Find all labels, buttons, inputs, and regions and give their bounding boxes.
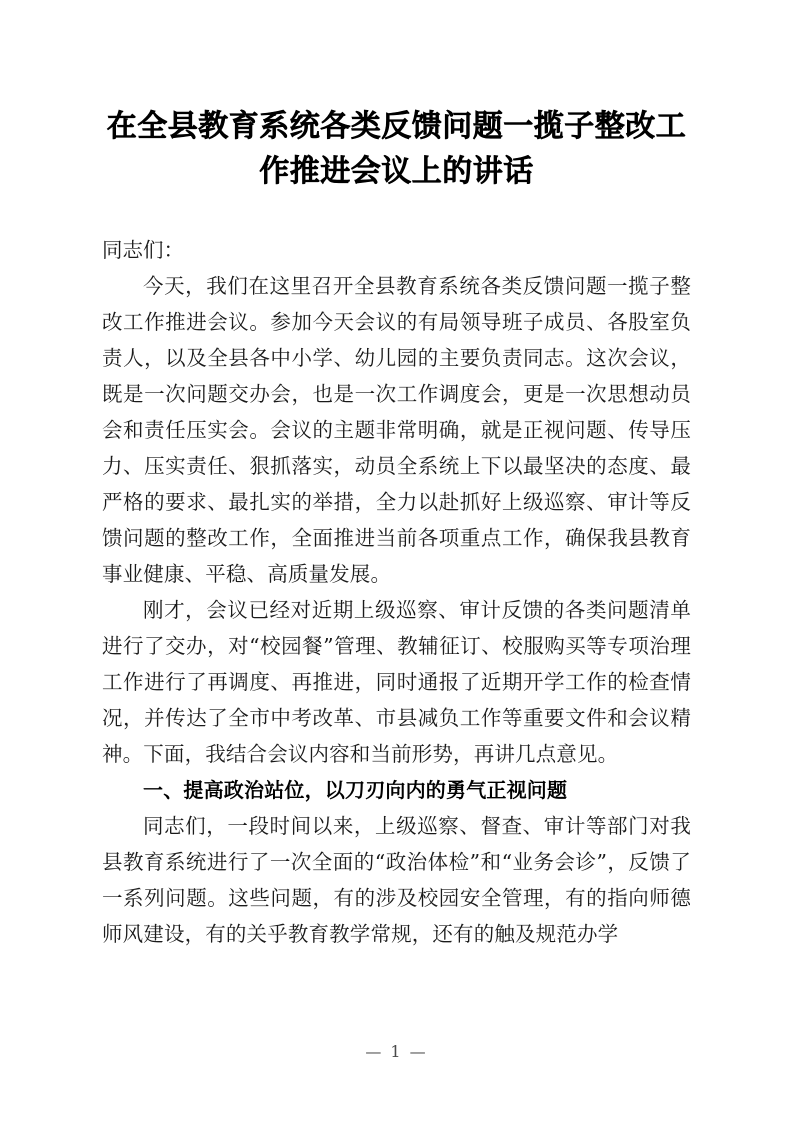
body-paragraph-1: 今天，我们在这里召开全县教育系统各类反馈问题一揽子整改工作推进会议。参加今天会议的有局领导班子成员、各股室负责人，以及全县各中小学、幼儿园的主要负责同志。这次会议，既是一次问题交办会，也是一次工作调度会，更是一次思想动员会和责任压实会。会议的主题非常明确，就是正视问题、传导压力、压实责任、狠抓落实，动员全系统上下以最坚决的态度、最严格的要求、最扎实的举措，全力以赴抓好上级巡察、审计等反馈问题的整改工作，全面推进当前各项重点工作，确保我县教育事业健康、平稳、高质量发展。 [102, 274, 691, 586]
page-title: 在全县教育系统各类反馈问题一揽子整改工作推进会议上的讲话 [106, 109, 687, 189]
section-paragraph-1: 同志们，一段时间以来，上级巡察、督查、审计等部门对我县教育系统进行了一次全面的“政治体检”和“业务会诊”，反馈了一系列问题。这些问题，有的涉及校园安全管理，有的指向师德师风建设，有的关乎教育教学常规，还有的触及规范办学 [102, 814, 691, 946]
document-content [102, 0, 691, 952]
body-paragraph-2: 刚才，会议已经对近期上级巡察、审计反馈的各类问题清单进行了交办，对“校园餐”管理、教辅征订、校服购买等专项治理工作进行了再调度、再推进，同时通报了近期开学工作的检查情况，并传达了全市中考改革、市县减负工作等重要文件和会议精神。下面，我结合会议内容和当前形势，再讲几点意见。 [102, 598, 691, 766]
page-number-footer: — 1 — [365, 1042, 428, 1061]
section-heading-1: 一、提高政治站位，以刀刃向内的勇气正视问题 [143, 778, 568, 802]
salutation-line: 同志们： [102, 238, 184, 262]
